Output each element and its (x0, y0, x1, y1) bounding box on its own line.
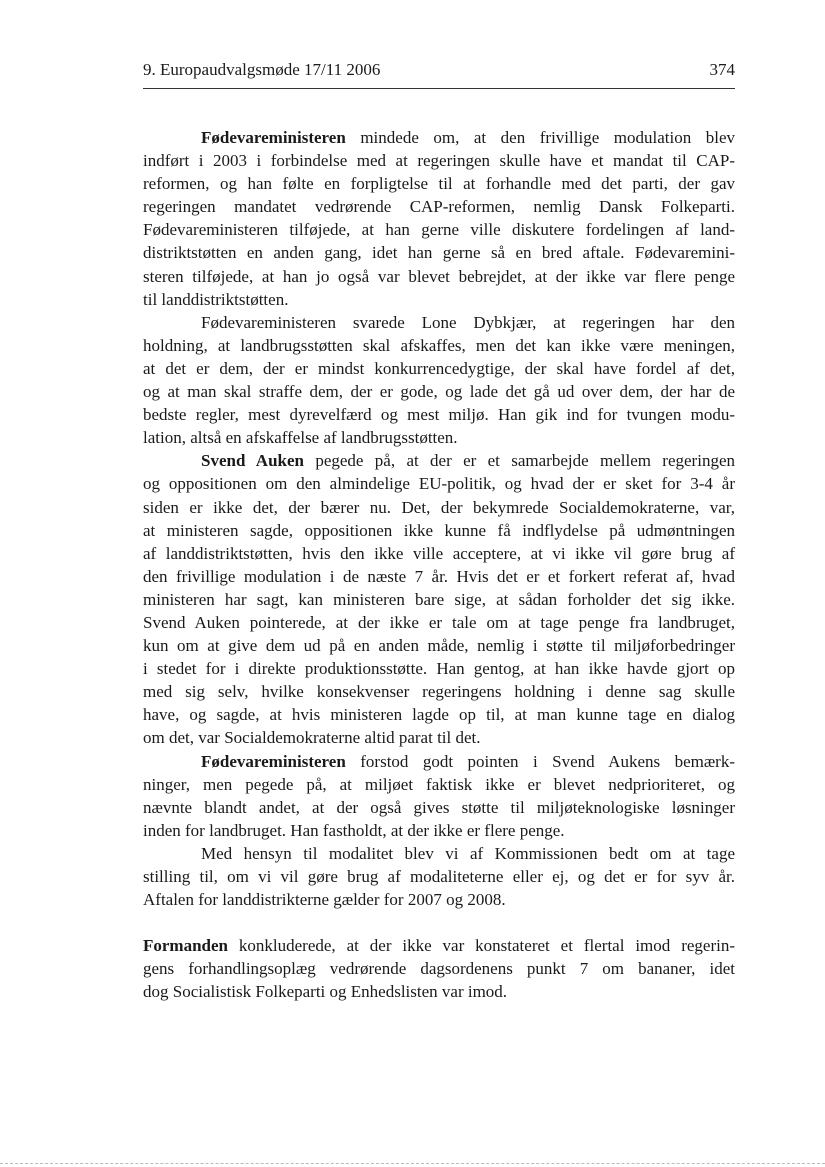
speaker-name: Svend Auken (201, 451, 304, 471)
text-line: holdning, at landbrugsstøtten skal afskaffes, men det kan ikke være meningen, (143, 335, 735, 355)
text-line: distriktstøtten en anden gang, idet han gerne så en bred aftale. Fødevaremini- (143, 243, 735, 263)
text-line: gens forhandlingsoplæg vedrørende dagsordenens punkt 7 om bananer, idet (143, 959, 735, 979)
text-line: om det, var Socialdemokraterne altid parat til det. (143, 728, 481, 748)
text-line: inden for landbruget. Han fastholdt, at der ikke er flere penge. (143, 820, 565, 840)
text-line: og oppositionen om den almindelige EU-politik, og hvad der er sket for 3-4 år (143, 474, 735, 494)
text-line: kun om at give dem ud på en anden måde, nemlig i støtte til miljøforbedringer (143, 636, 735, 656)
paragraph-minister-3 (143, 750, 735, 842)
text-line: Svend Auken pointerede, at der ikke er tale om at tage penge fra landbruget, (143, 612, 735, 632)
page-header (143, 60, 735, 80)
text-line: til landdistriktstøtten. (143, 289, 289, 309)
text-line: Formanden konkluderede, at der ikke var konstateret et flertal imod regerin- (143, 936, 735, 956)
text-line: med sig selv, hvilke konsekvenser regeringens holdning i denne sag skulle (143, 682, 735, 702)
text-line: Fødevareministeren svarede Lone Dybkjær, at regeringen har den (201, 312, 735, 332)
text-line: ninger, men pegede på, at miljøet faktisk ikke er blevet nedprioriteret, og (143, 774, 735, 794)
text-line: i stedet for i direkte produktionsstøtte. Han gentog, at han ikke havde gjort op (143, 659, 735, 679)
speaker-name: Fødevareministeren (201, 128, 346, 147)
text-line: Aftalen for landdistrikterne gælder for 2007 og 2008. (143, 890, 506, 910)
text-line: Med hensyn til modalitet blev vi af Kommissionen bedt om at tage (201, 843, 735, 863)
text-line: regeringen mandatet vedrørende CAP-reformen, nemlig Dansk Folkeparti. (143, 197, 735, 217)
header-rule (143, 88, 735, 89)
text-line: indført i 2003 i forbindelse med at regeringen skulle have et mandat til CAP- (143, 151, 735, 171)
paragraph-minister-1 (143, 126, 735, 311)
page-number: 374 (709, 60, 735, 79)
text-line: ministeren har sagt, kan ministeren bare sige, at sådan forholder det sig ikke. (143, 589, 735, 609)
text-line: Svend Auken pegede på, at der er et samarbejde mellem regeringen (201, 451, 735, 471)
text-line: Fødevareministeren tilføjede, at han gerne ville diskutere fordelingen af land- (143, 220, 735, 240)
text-line: nævnte blandt andet, at der også gives støtte til miljøteknologiske løsninger (143, 797, 735, 817)
speaker-name: Formanden (143, 936, 228, 956)
text-line: Fødevareministeren mindede om, at den frivillige modulation blev (201, 128, 735, 147)
text-line: af landdistriktstøtten, hvis den ikke ville acceptere, at vi ikke vil gøre brug af (143, 543, 735, 563)
text-line: bedste regler, mest dyrevelfærd og mest miljø. Han gik ind for tvungen modu- (143, 405, 735, 425)
text-line: have, og sagde, at hvis ministeren lagde op til, at man kunne tage en dialog (143, 705, 735, 725)
text-line: den frivillige modulation i de næste 7 år. Hvis det er et forkert referat af, hvad (143, 566, 735, 586)
text-line: lation, altså en afskaffelse af landbrugsstøtten. (143, 428, 458, 448)
text-line: dog Socialistisk Folkeparti og Enhedslisten var imod. (143, 982, 508, 1002)
scan-edge (0, 1163, 825, 1164)
text-line: stilling til, om vi vil gøre brug af modaliteterne eller ej, og det er for syv år. (143, 867, 735, 886)
text-line: at det er dem, der er mindst konkurrencedygtige, der skal have fordel af det, (143, 358, 735, 378)
minutes-body (143, 126, 735, 1003)
text-line: at ministeren sagde, oppositionen ikke kunne få indflydelse på udmøntningen (143, 520, 735, 540)
paragraph-modality (143, 842, 735, 911)
text-line: og at man skal straffe dem, der er gode, og lade det gå ud over dem, der har de (143, 382, 735, 402)
text-line: reformen, og han følte en forpligtelse til at forhandle med det parti, der gav (143, 174, 735, 194)
paragraph-spacer (143, 911, 735, 934)
text-line: siden er ikke det, der bærer nu. Det, der bekymrede Socialdemokraterne, var, (143, 497, 735, 517)
paragraph-svend-auken (143, 449, 735, 749)
text-line: steren tilføjede, at han jo også var blevet bebrejdet, at der ikke var flere penge (143, 266, 735, 286)
paragraph-minister-2 (143, 311, 735, 450)
text-line: Fødevareministeren forstod godt pointen i Svend Aukens bemærk- (201, 751, 735, 771)
document-title: 9. Europaudvalgsmøde 17/11 2006 (143, 60, 381, 79)
speaker-name: Fødevareministeren (201, 751, 346, 771)
paragraph-chairman (143, 934, 735, 1003)
